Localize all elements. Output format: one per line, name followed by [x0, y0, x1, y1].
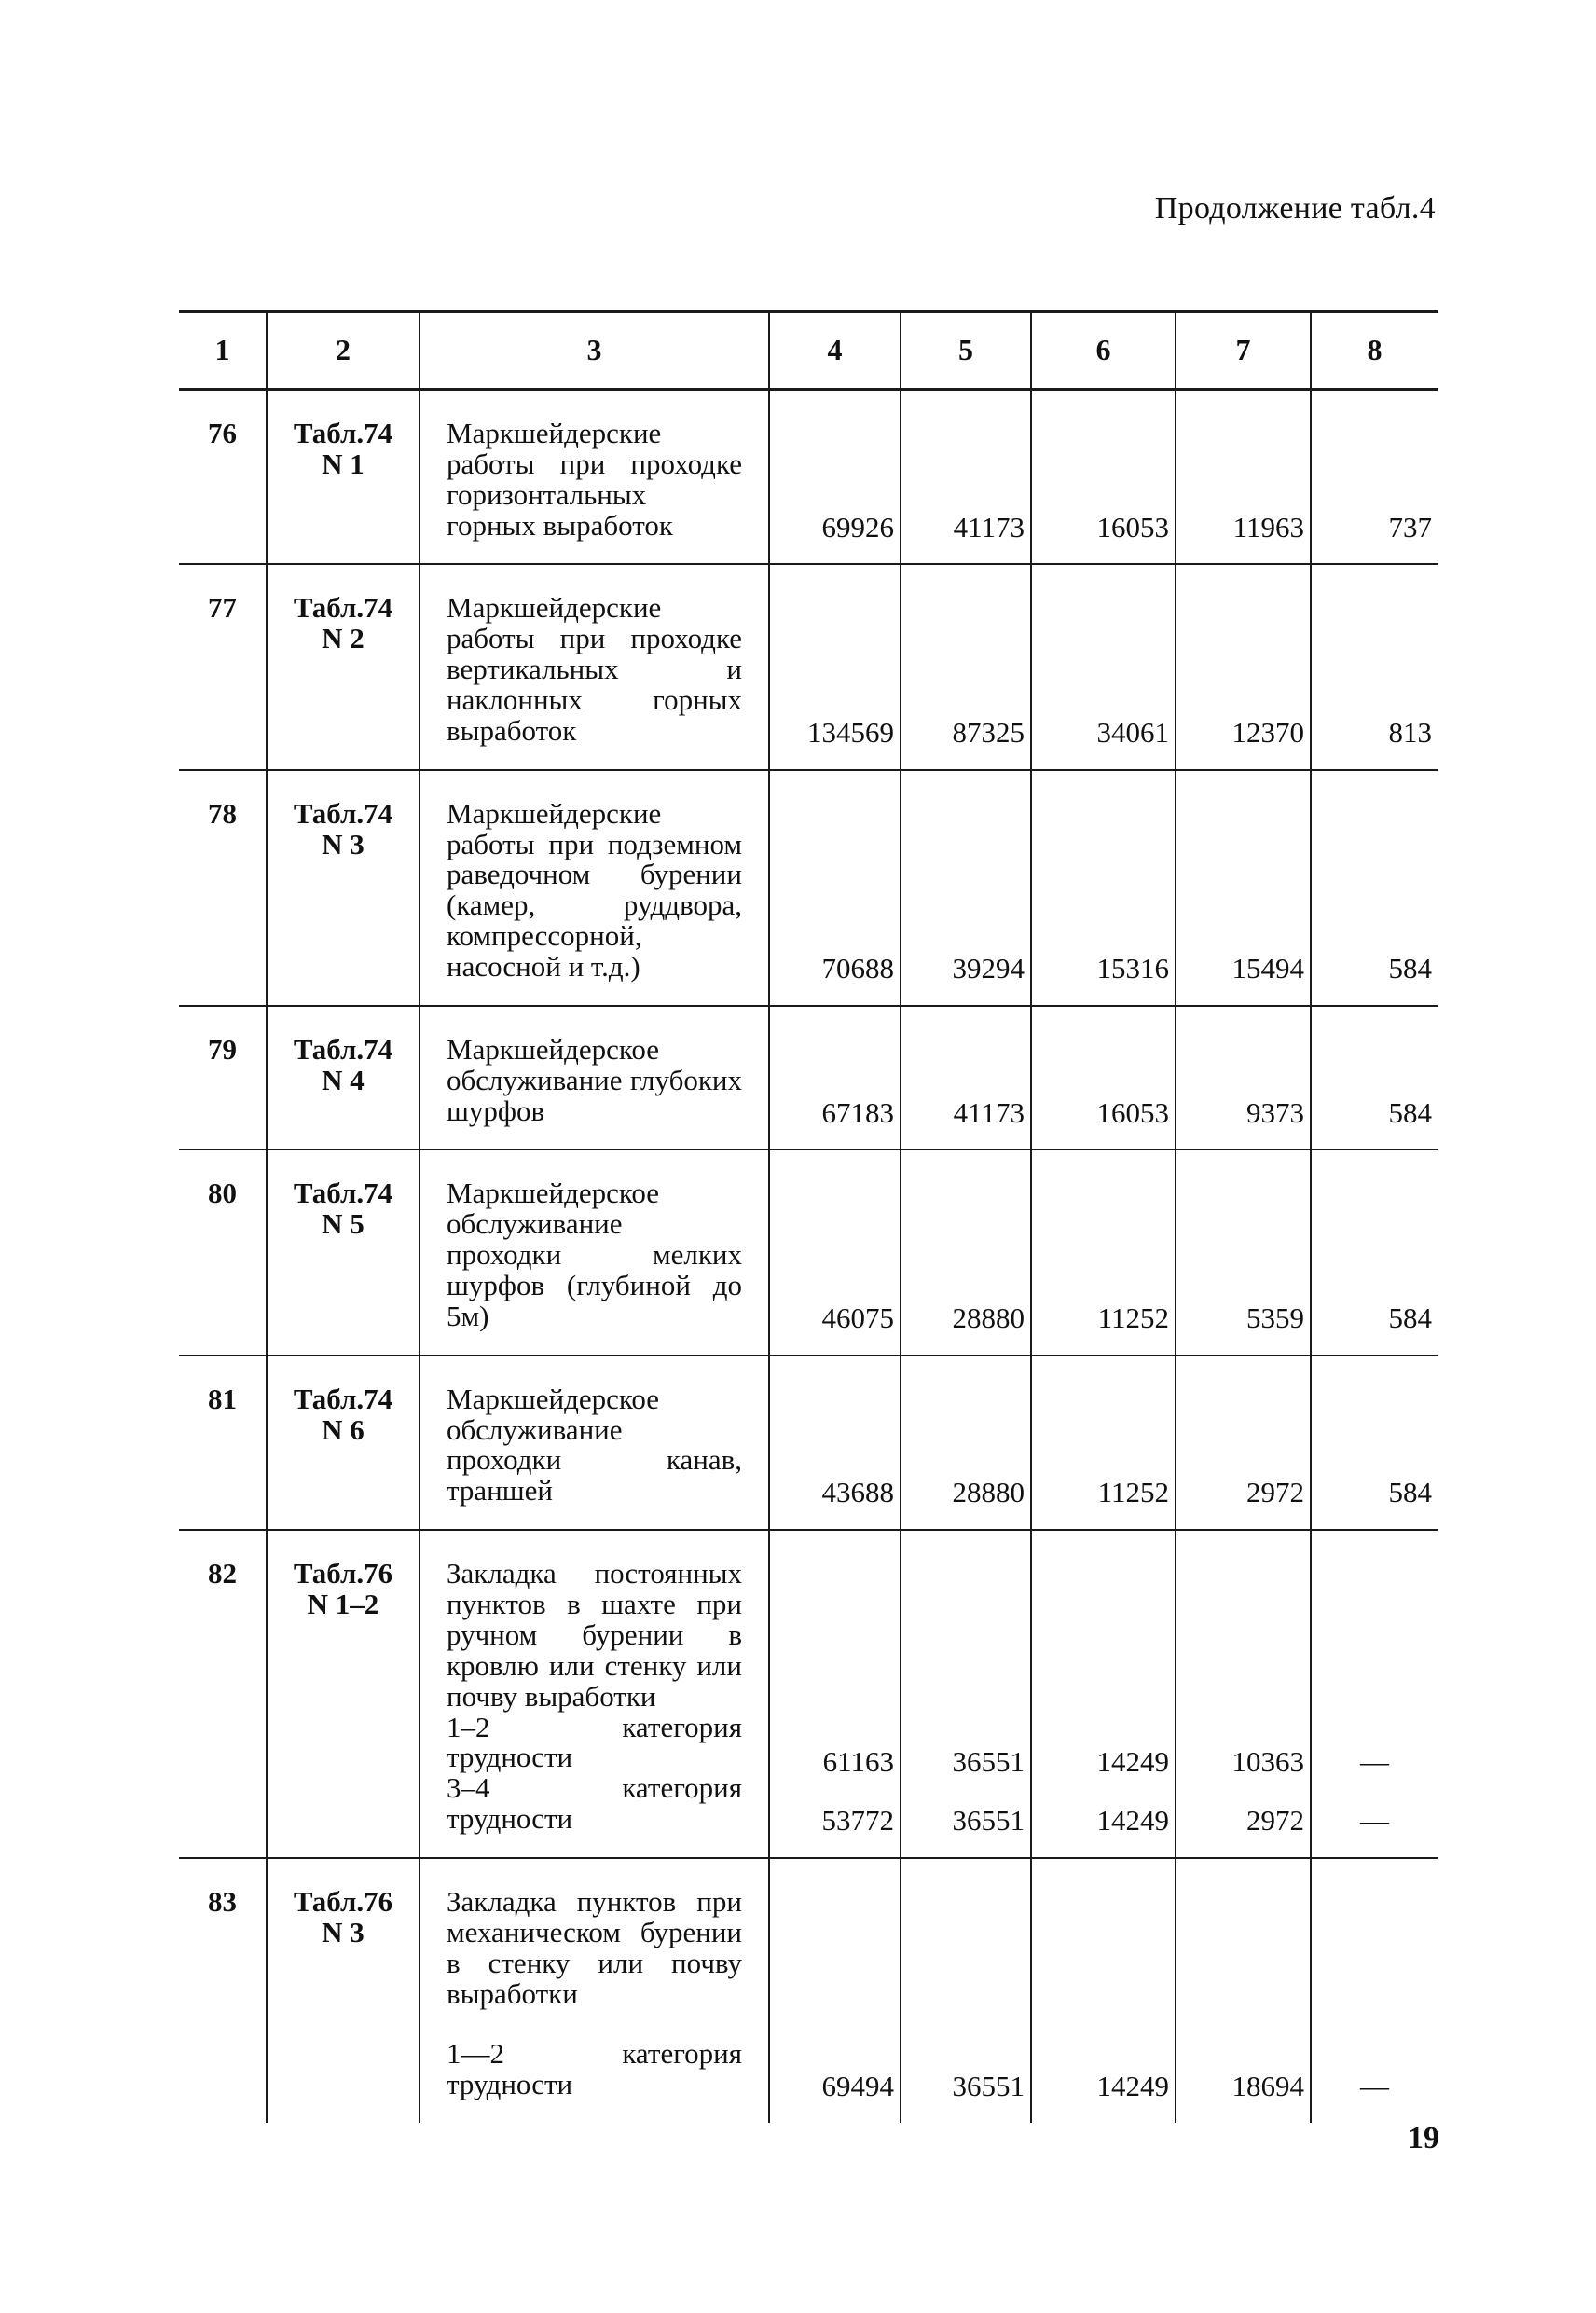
reference-item: N 1 [322, 447, 365, 480]
value-cell [1031, 770, 1176, 1006]
reference-table: Табл.74 [293, 417, 393, 449]
value: 87325 [952, 715, 1025, 749]
value: 28880 [952, 1301, 1025, 1334]
description-text: Маркшейдерское обслуживание проходки канав, траншей [447, 1382, 742, 1508]
reference-table: Табл.74 [293, 1382, 393, 1415]
reference-item: N 4 [322, 1063, 365, 1096]
column-header: 2 [267, 312, 420, 390]
description-text: Маркшейдерские работы при проходке горизонтальных горных выработок [447, 417, 742, 542]
reference-table: Табл.74 [293, 591, 393, 625]
value-cell [901, 1356, 1031, 1530]
work-description [420, 1858, 769, 2123]
value: 36551 [952, 1804, 1025, 1838]
value-cell [1031, 1356, 1176, 1530]
value-cell [1311, 1150, 1438, 1355]
reference-table: Табл.76 [293, 1884, 393, 1918]
category-label: 1—2 категория трудности [447, 2037, 742, 2101]
value: 2972 [1246, 1476, 1304, 1509]
row-number: 76 [179, 390, 267, 565]
value: 15494 [1231, 952, 1304, 985]
category-label: 3–4 категория трудности [447, 1771, 742, 1836]
table-continuation-header: Продолжение табл.4 [1154, 191, 1436, 226]
value-cell [1031, 564, 1176, 769]
reference-item: N 2 [322, 622, 365, 655]
value-cell [769, 390, 901, 565]
value: — [1360, 1804, 1389, 1838]
value: 34061 [1096, 715, 1169, 749]
value-cell [1311, 1858, 1438, 2123]
value-cell [1176, 1356, 1311, 1530]
table-row [179, 1858, 1438, 2123]
value-cell [1176, 1006, 1311, 1150]
value: — [1360, 2070, 1389, 2103]
value-cell [769, 1356, 901, 1530]
value-cell [769, 770, 901, 1006]
value-cell [1176, 1530, 1311, 1858]
value: 14249 [1096, 1745, 1169, 1779]
value-cell [769, 1150, 901, 1355]
work-description [420, 390, 769, 565]
reference-table: Табл.74 [293, 1032, 393, 1066]
table-row [179, 564, 1438, 769]
table-reference [267, 1858, 420, 2123]
value-cell [901, 1530, 1031, 1858]
value: 69494 [821, 2070, 894, 2103]
value-cell [901, 770, 1031, 1006]
row-number: 79 [179, 1006, 267, 1150]
table-row [179, 1356, 1438, 1530]
page-number: 19 [1408, 2121, 1439, 2155]
value: 11963 [1232, 510, 1304, 544]
table-reference [267, 564, 420, 769]
reference-item: N 3 [322, 1915, 365, 1948]
work-description [420, 564, 769, 769]
value: 14249 [1096, 1804, 1169, 1838]
value: 134569 [807, 715, 894, 749]
reference-item: N 3 [322, 827, 365, 860]
work-description [420, 1356, 769, 1530]
table-reference [267, 1530, 420, 1858]
value-cell [1031, 390, 1176, 565]
row-number: 77 [179, 564, 267, 769]
work-description [420, 1006, 769, 1150]
table-reference [267, 1150, 420, 1355]
value-cell [1311, 1356, 1438, 1530]
value-cell [1311, 1530, 1438, 1858]
value: 39294 [952, 952, 1025, 985]
value: 584 [1388, 1476, 1432, 1509]
column-header: 7 [1176, 312, 1311, 390]
value: 46075 [821, 1301, 894, 1334]
value: 69926 [821, 510, 894, 544]
column-header: 5 [901, 312, 1031, 390]
value: 18694 [1231, 2070, 1304, 2103]
column-header: 3 [420, 312, 769, 390]
table-row [179, 1530, 1438, 1858]
value: 16053 [1096, 510, 1169, 544]
value-cell [1311, 390, 1438, 565]
work-description [420, 1150, 769, 1355]
value-cell [901, 564, 1031, 769]
table-row [179, 1150, 1438, 1355]
value-cell [1031, 1858, 1176, 2123]
value: 12370 [1231, 715, 1304, 749]
row-number: 78 [179, 770, 267, 1006]
value-cell [1176, 770, 1311, 1006]
value: 43688 [821, 1476, 894, 1509]
value: 10363 [1231, 1745, 1304, 1779]
value: 61163 [822, 1745, 894, 1779]
reference-table: Табл.76 [293, 1557, 393, 1590]
data-table [179, 310, 1438, 2123]
value-cell [1176, 564, 1311, 769]
value: 16053 [1096, 1095, 1169, 1129]
reference-item: N 6 [322, 1412, 365, 1446]
reference-table: Табл.74 [293, 1177, 393, 1210]
value: 67183 [821, 1095, 894, 1129]
value: 2972 [1246, 1804, 1304, 1838]
column-header: 4 [769, 312, 901, 390]
description-text: Маркшейдерское обслуживание проходки мелких шурфов (глубиной до 5м) [447, 1177, 742, 1332]
column-header: 8 [1311, 312, 1438, 390]
value: 9373 [1246, 1095, 1304, 1129]
value: — [1360, 1745, 1389, 1779]
value: 737 [1388, 510, 1432, 544]
value-cell [1311, 770, 1438, 1006]
value: 41173 [953, 510, 1025, 544]
row-number: 80 [179, 1150, 267, 1355]
value-cell [769, 1006, 901, 1150]
value: 584 [1388, 1301, 1432, 1334]
work-description [420, 770, 769, 1006]
column-header: 6 [1031, 312, 1176, 390]
row-number: 81 [179, 1356, 267, 1530]
value: 70688 [821, 952, 894, 985]
value: 15316 [1096, 952, 1169, 985]
value-cell [769, 1858, 901, 2123]
value-cell [1311, 1006, 1438, 1150]
value: 584 [1388, 952, 1432, 985]
value-cell [1311, 564, 1438, 769]
value-cell [1031, 1150, 1176, 1355]
value-cell [1176, 390, 1311, 565]
description-text: Маркшейдерское обслуживание глубоких шурфов [447, 1032, 742, 1127]
value-cell [901, 1858, 1031, 2123]
value: 41173 [953, 1095, 1025, 1129]
value-cell [901, 1006, 1031, 1150]
column-header: 1 [179, 312, 267, 390]
description-text: Маркшейдерские работы при проходке вертикальных и наклонных горных выработок [447, 591, 742, 747]
table-row [179, 390, 1438, 565]
value: 584 [1388, 1095, 1432, 1129]
value-cell [1031, 1530, 1176, 1858]
value: 5359 [1246, 1301, 1304, 1334]
value: 36551 [952, 2070, 1025, 2103]
value: 11252 [1097, 1476, 1169, 1509]
reference-table: Табл.74 [293, 796, 393, 830]
value: 813 [1388, 715, 1432, 749]
reference-item: N 1–2 [307, 1588, 379, 1621]
value-cell [901, 390, 1031, 565]
value: 14249 [1096, 2070, 1169, 2103]
value-cell [901, 1150, 1031, 1355]
value-cell [1176, 1858, 1311, 2123]
table-header-row [179, 312, 1438, 390]
table-reference [267, 390, 420, 565]
reference-item: N 5 [322, 1207, 365, 1241]
table-reference [267, 1356, 420, 1530]
value-cell [769, 1530, 901, 1858]
value: 28880 [952, 1476, 1025, 1509]
row-number: 83 [179, 1858, 267, 2123]
description-text: Закладка постоянных пунктов в шахте при ручном бурении в кровлю или стенку или почву выработки [447, 1557, 742, 1713]
work-description [420, 1530, 769, 1858]
value: 36551 [952, 1745, 1025, 1779]
category-label: 1–2 категория трудности [447, 1710, 742, 1774]
table-reference [267, 1006, 420, 1150]
value: 53772 [821, 1804, 894, 1838]
value-cell [769, 564, 901, 769]
value-cell [1031, 1006, 1176, 1150]
table-reference [267, 770, 420, 1006]
table-row [179, 1006, 1438, 1150]
description-text: Маркшейдерские работы при подземном раведочном бурении (камер, руддвора, компрессорной, насосной и т.д.) [447, 796, 742, 984]
value-cell [1176, 1150, 1311, 1355]
row-number: 82 [179, 1530, 267, 1858]
description-text: Закладка пунктов при механическом бурении в стенку или почву выработки [447, 1884, 742, 2010]
table-row [179, 770, 1438, 1006]
value: 11252 [1097, 1301, 1169, 1334]
